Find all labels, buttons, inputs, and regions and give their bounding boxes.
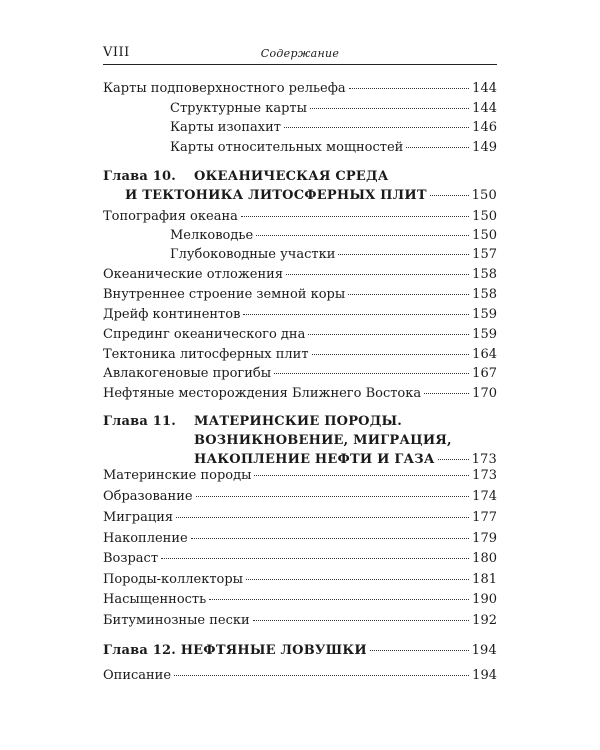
chapter-page: 194 [471,643,497,658]
toc-entry: Накопление 179 [103,531,497,546]
chapter-page: 150 [471,188,497,203]
chapter-title-line: МАТЕРИНСКИЕ ПОРОДЫ. [194,414,402,429]
toc-entry: Спрединг океанического дна 159 [103,327,497,342]
toc-entry: Возраст 180 [103,551,497,566]
chapter-title-line: Глава 12. НЕФТЯНЫЕ ЛОВУШКИ [103,643,367,658]
toc-entry: Топография океана 150 [103,209,497,224]
toc-entry: Миграция 177 [103,510,497,525]
toc-entry: Авлакогеновые прогибы 167 [103,366,497,381]
toc-entry: Океанические отложения 158 [103,267,497,282]
chapter-12-heading [103,642,497,662]
header-title: Содержание [260,47,340,60]
chapter-title-line: ВОЗНИКНОВЕНИЕ, МИГРАЦИЯ, [194,433,452,448]
chapter-10-heading [103,168,497,206]
toc-subentry: Карты относительных мощностей 149 [170,140,497,155]
toc-subentry: Карты изопахит 146 [170,120,497,135]
toc-entry: Битуминозные пески 192 [103,613,497,628]
chapter-title-line: НАКОПЛЕНИЕ НЕФТИ И ГАЗА [194,452,435,467]
chapter-title-line: ОКЕАНИЧЕСКАЯ СРЕДА [194,169,389,184]
chapter-number: Глава 10. [103,169,176,184]
chapter-page: 173 [471,452,497,467]
toc-subentry: Мелководье 150 [170,228,497,243]
chapter-11-heading [103,413,497,471]
toc-entry: Карты подповерхностного рельефа 144 [103,81,497,96]
toc-entry: Насыщенность 190 [103,592,497,607]
toc-entry: Нефтяные месторождения Ближнего Востока 170 [103,386,497,401]
chapter-title-line: И ТЕКТОНИКА ЛИТОСФЕРНЫХ ПЛИТ [125,188,427,203]
toc-entry: Тектоника литосферных плит 164 [103,347,497,362]
toc-entry: Материнские породы 173 [103,468,497,483]
toc-entry: Внутреннее строение земной коры 158 [103,287,497,302]
toc-subentry: Структурные карты 144 [170,101,497,116]
toc-entry: Дрейф континентов 159 [103,307,497,322]
toc-subentry: Глубоководные участки 157 [170,247,497,262]
header-page-number: VIII [103,45,130,60]
toc-entry: Описание 194 [103,668,497,683]
chapter-number: Глава 11. [103,414,176,429]
toc-entry: Образование 174 [103,489,497,504]
running-header [103,44,497,65]
toc-entry: Породы-коллекторы 181 [103,572,497,587]
